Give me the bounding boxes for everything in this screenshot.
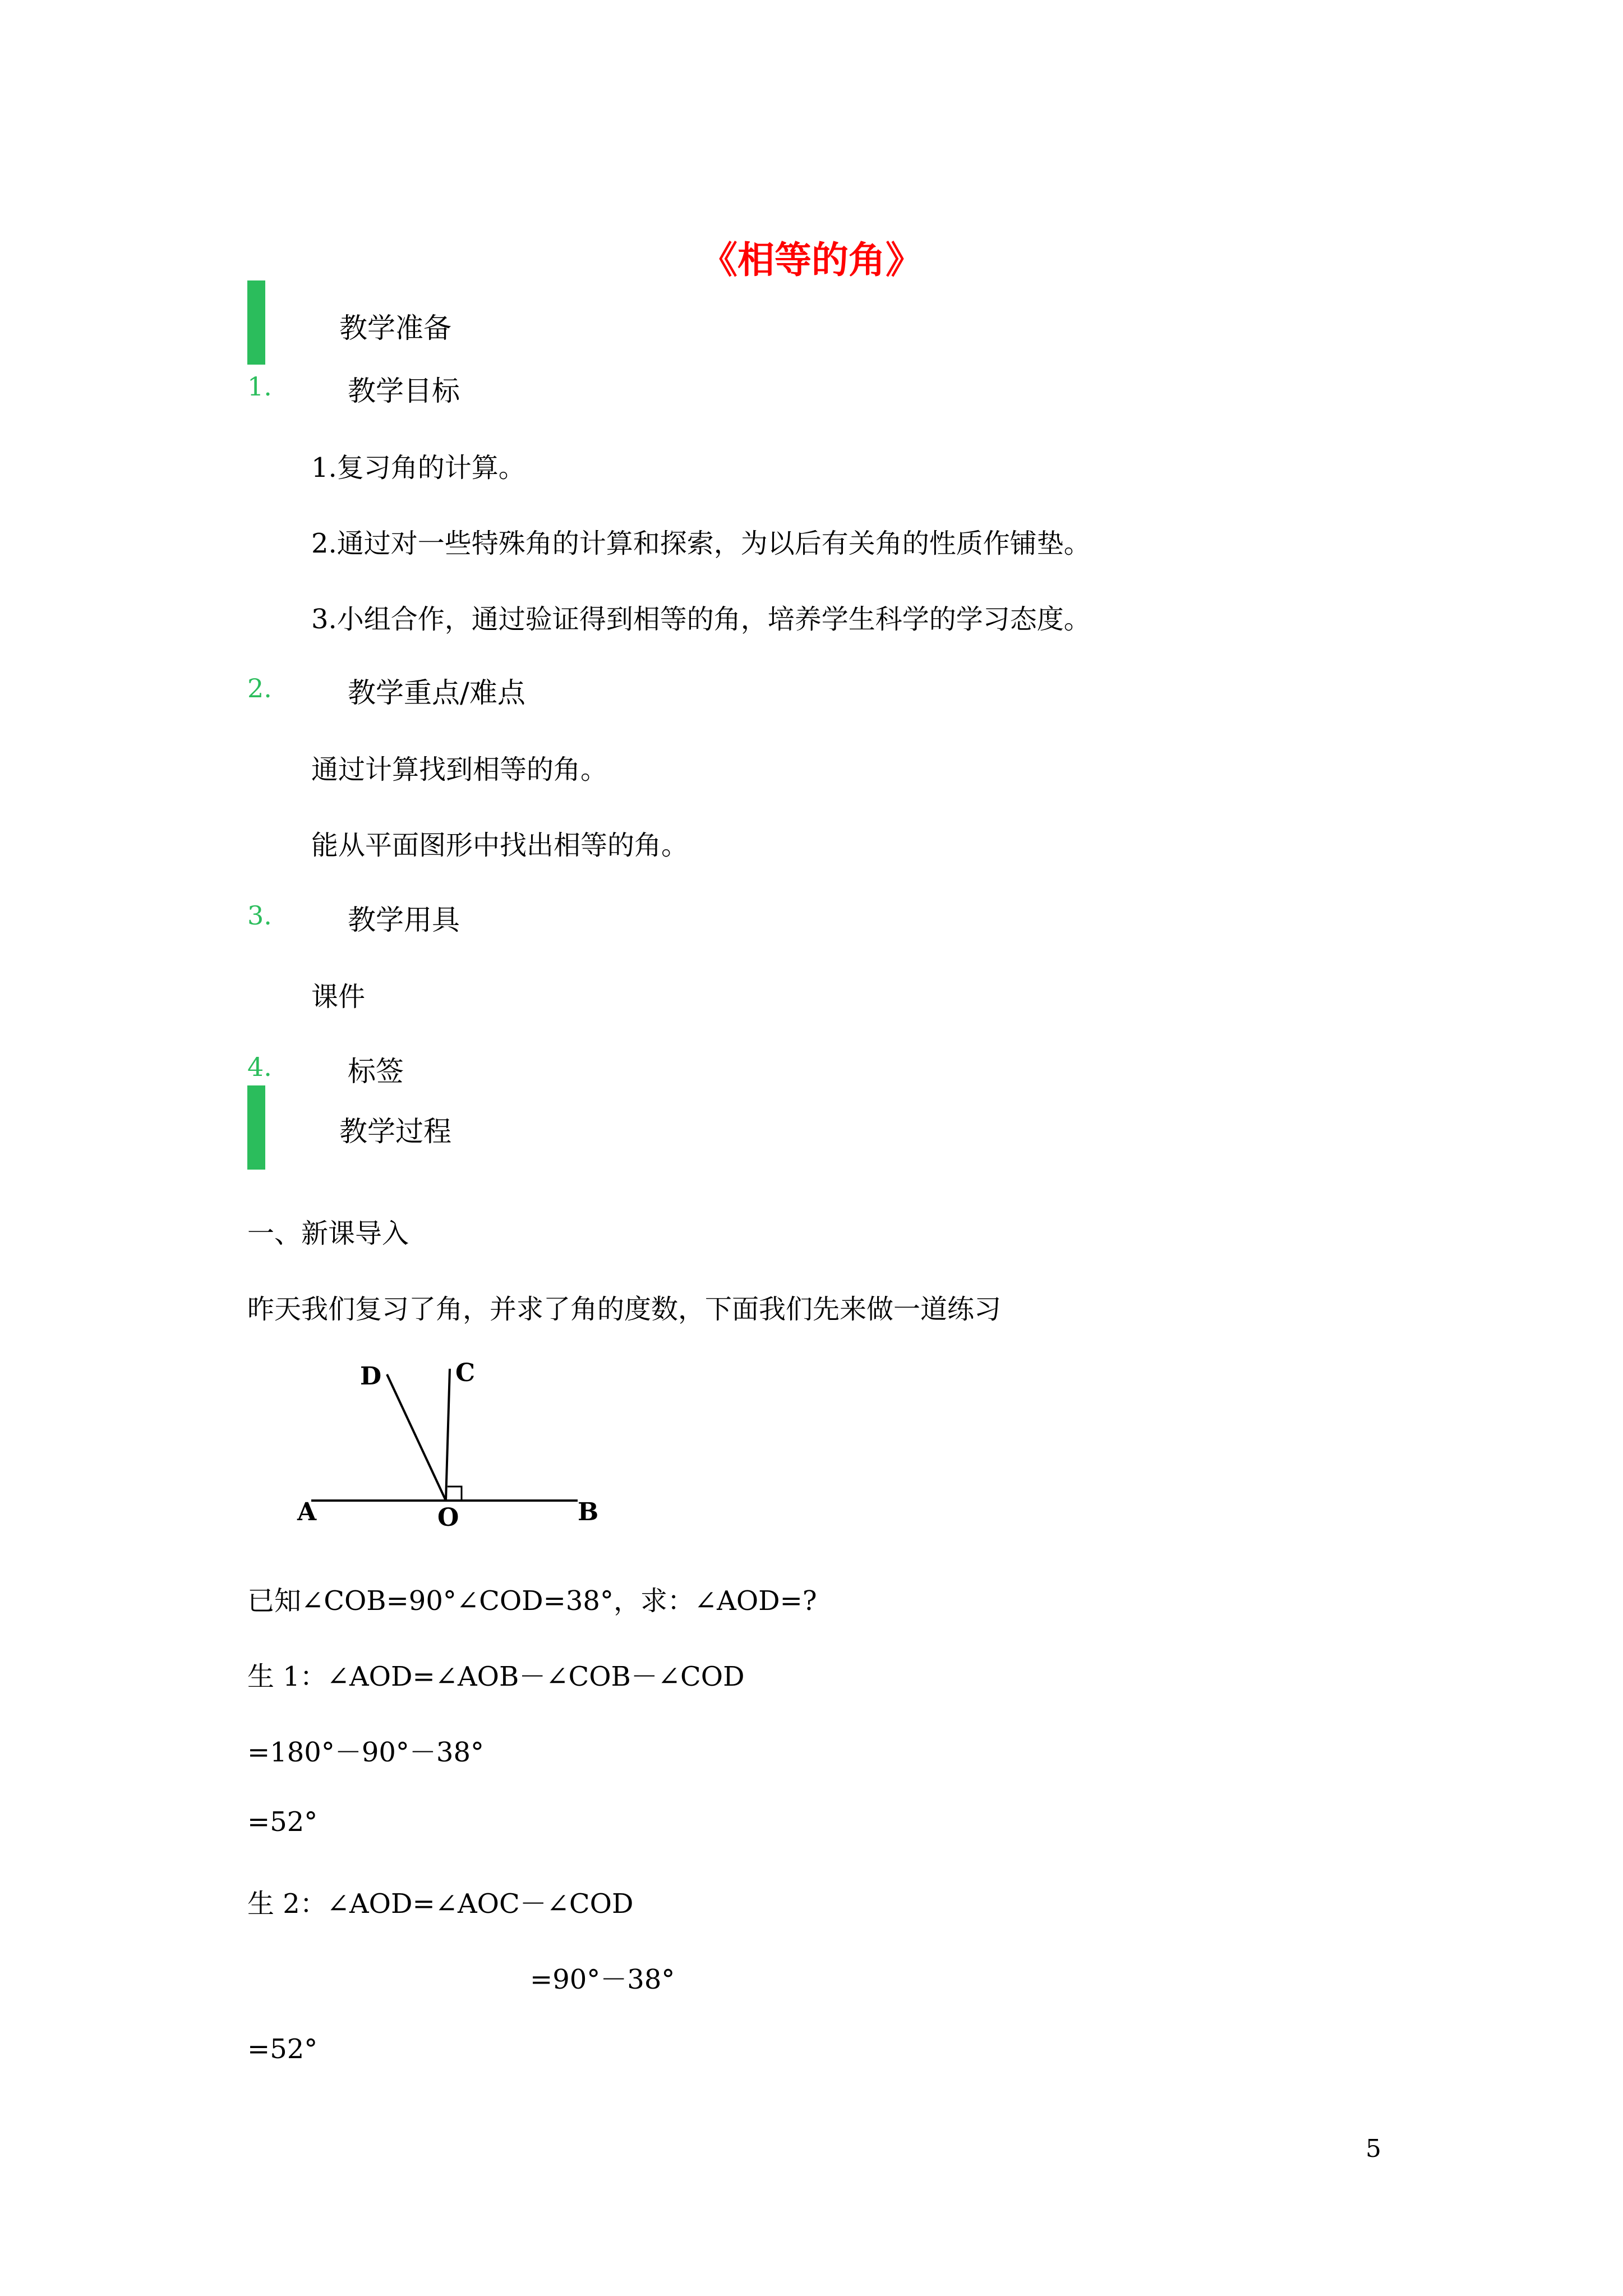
intro-text: 昨天我们复习了角，并求了角的度数，下面我们先来做一道练习 [247, 1294, 1002, 1325]
goal-item-3: 3.小组合作，通过验证得到相等的角，培养学生科学的学习态度。 [311, 604, 1091, 635]
problem-statement: 已知∠COB=90°∠COD=38°，求：∠AOD=? [247, 1585, 817, 1617]
label-c: C [455, 1359, 476, 1387]
section-marker [247, 1085, 265, 1170]
item-number-2: 2. [247, 673, 272, 703]
item-number-1: 1. [247, 371, 272, 402]
label-o: O [437, 1503, 459, 1532]
item-label-tags: 标签 [348, 1055, 404, 1088]
section-heading-process: 教学过程 [339, 1115, 451, 1148]
label-b: B [578, 1498, 599, 1526]
angle-figure [280, 1346, 628, 1543]
page-number: 5 [1366, 2134, 1381, 2163]
tools-text: 课件 [311, 981, 366, 1013]
part-title: 一、新课导入 [247, 1218, 409, 1249]
key-point-1: 通过计算找到相等的角。 [311, 754, 608, 785]
ray-oc [446, 1369, 450, 1501]
solution1-line3: =52° [247, 1806, 318, 1838]
label-a: A [297, 1498, 317, 1526]
key-point-2: 能从平面图形中找出相等的角。 [311, 830, 689, 861]
goal-item-2: 2.通过对一些特殊角的计算和探索，为以后有关角的性质作铺垫。 [311, 528, 1091, 559]
section-heading-preparation: 教学准备 [339, 312, 451, 344]
label-d: D [360, 1362, 382, 1391]
item-number-4: 4. [247, 1052, 272, 1082]
page-title: 《相等的角》 [700, 238, 923, 282]
goal-item-1: 1.复习角的计算。 [311, 452, 525, 484]
item-label-tools: 教学用具 [348, 904, 460, 936]
solution2-line3: =52° [247, 2033, 318, 2065]
solution1-line2: =180°－90°－38° [247, 1737, 484, 1768]
solution2-line2: =90°－38° [530, 1964, 675, 1995]
ray-od [387, 1374, 446, 1501]
item-label-goals: 教学目标 [348, 375, 460, 407]
right-angle-mark [448, 1487, 462, 1501]
solution2-line1: 生 2：∠AOD=∠AOC－∠COD [247, 1888, 634, 1920]
section-marker [247, 280, 265, 365]
solution1-line1: 生 1：∠AOD=∠AOB－∠COB－∠COD [247, 1661, 745, 1692]
item-label-key-points: 教学重点/难点 [348, 677, 525, 709]
item-number-3: 3. [247, 900, 272, 931]
